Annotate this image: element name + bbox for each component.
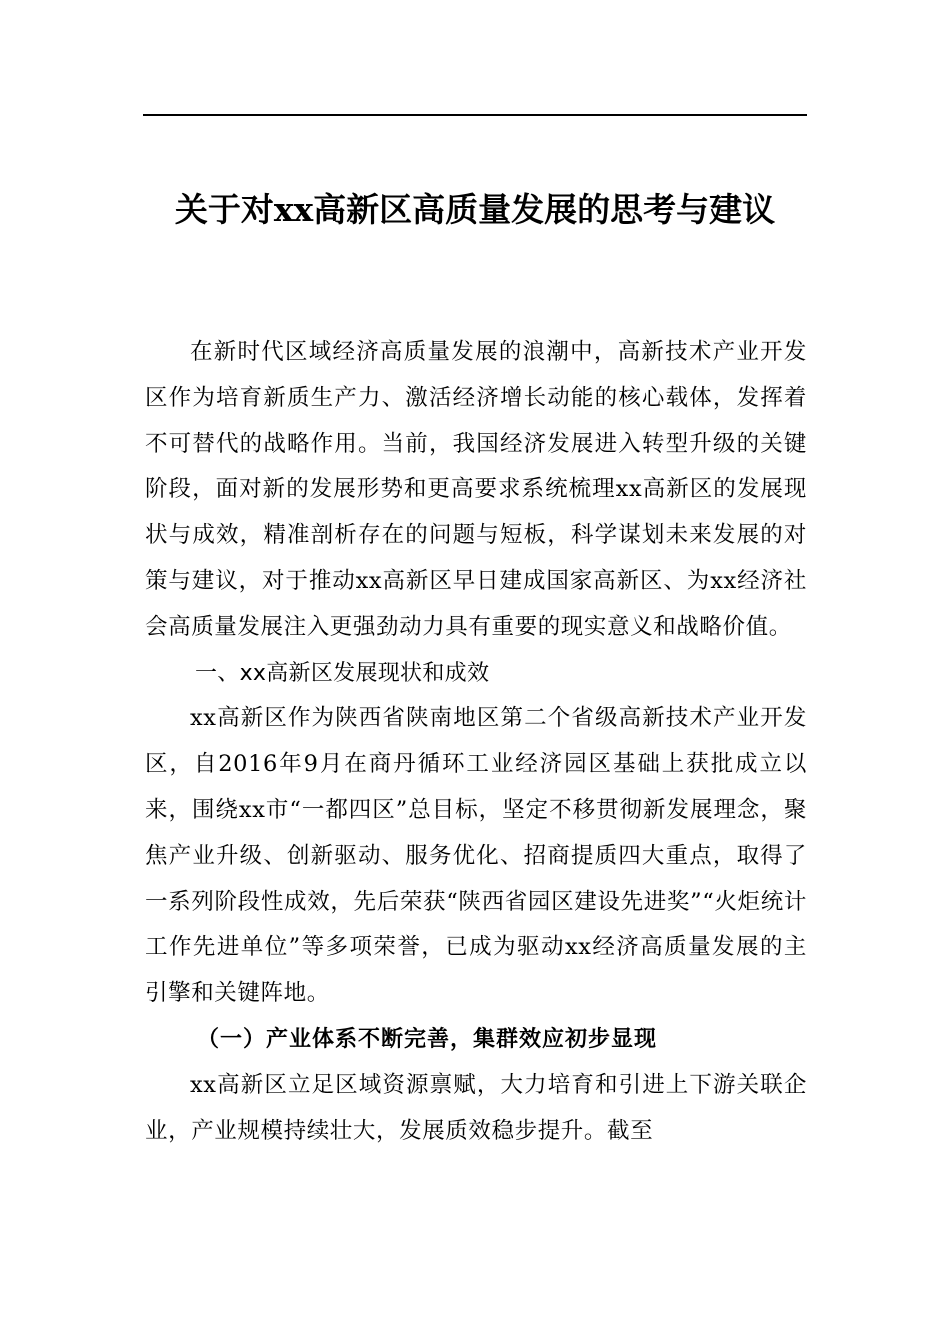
subsection-heading: （一）产业体系不断完善，集群效应初步显现	[197, 1025, 658, 1052]
intro-paragraph: 在新时代区域经济高质量发展的浪潮中，高新技术产业开发区作为培育新质生产力、激活经济增长动能的核心载体，发挥着不可替代的战略作用。当前，我国经济发展进入转型升级的关键阶段，面对新的发展形势和更高要求系统梳理xx高新区的发展现状与成效，精准剖析存在的问题与短板，科学谋划未来发展的对策与建议，对于推动xx高新区早日建成国家高新区、为xx经济社会高质量发展注入更强劲动力具有重要的现实意义和战略价值。	[145, 339, 807, 640]
document-title: 关于对xx高新区高质量发展的思考与建议	[174, 190, 776, 229]
subsection-paragraph: xx高新区立足区域资源禀赋，大力培育和引进上下游关联企业，产业规模持续壮大，发展质效稳步提升。截至	[145, 1071, 807, 1144]
section-paragraph: xx高新区作为陕西省陕南地区第二个省级高新技术产业开发区，自2016年9月在商丹循环工业经济园区基础上获批成立以来，围绕xx市“一都四区”总目标，坚定不移贯彻新发展理念，聚焦产业升级、创新驱动、服务优化、招商提质四大重点，取得了一系列阶段性成效，先后荣获“陕西省园区建设先进奖”“火炬统计工作先进单位”等多项荣誉，已成为驱动xx经济高质量发展的主引擎和关键阵地。	[145, 705, 807, 1007]
header-rule	[143, 114, 807, 116]
section-heading: 一、xx高新区发展现状和成效	[195, 660, 490, 686]
document-body	[145, 330, 807, 1154]
